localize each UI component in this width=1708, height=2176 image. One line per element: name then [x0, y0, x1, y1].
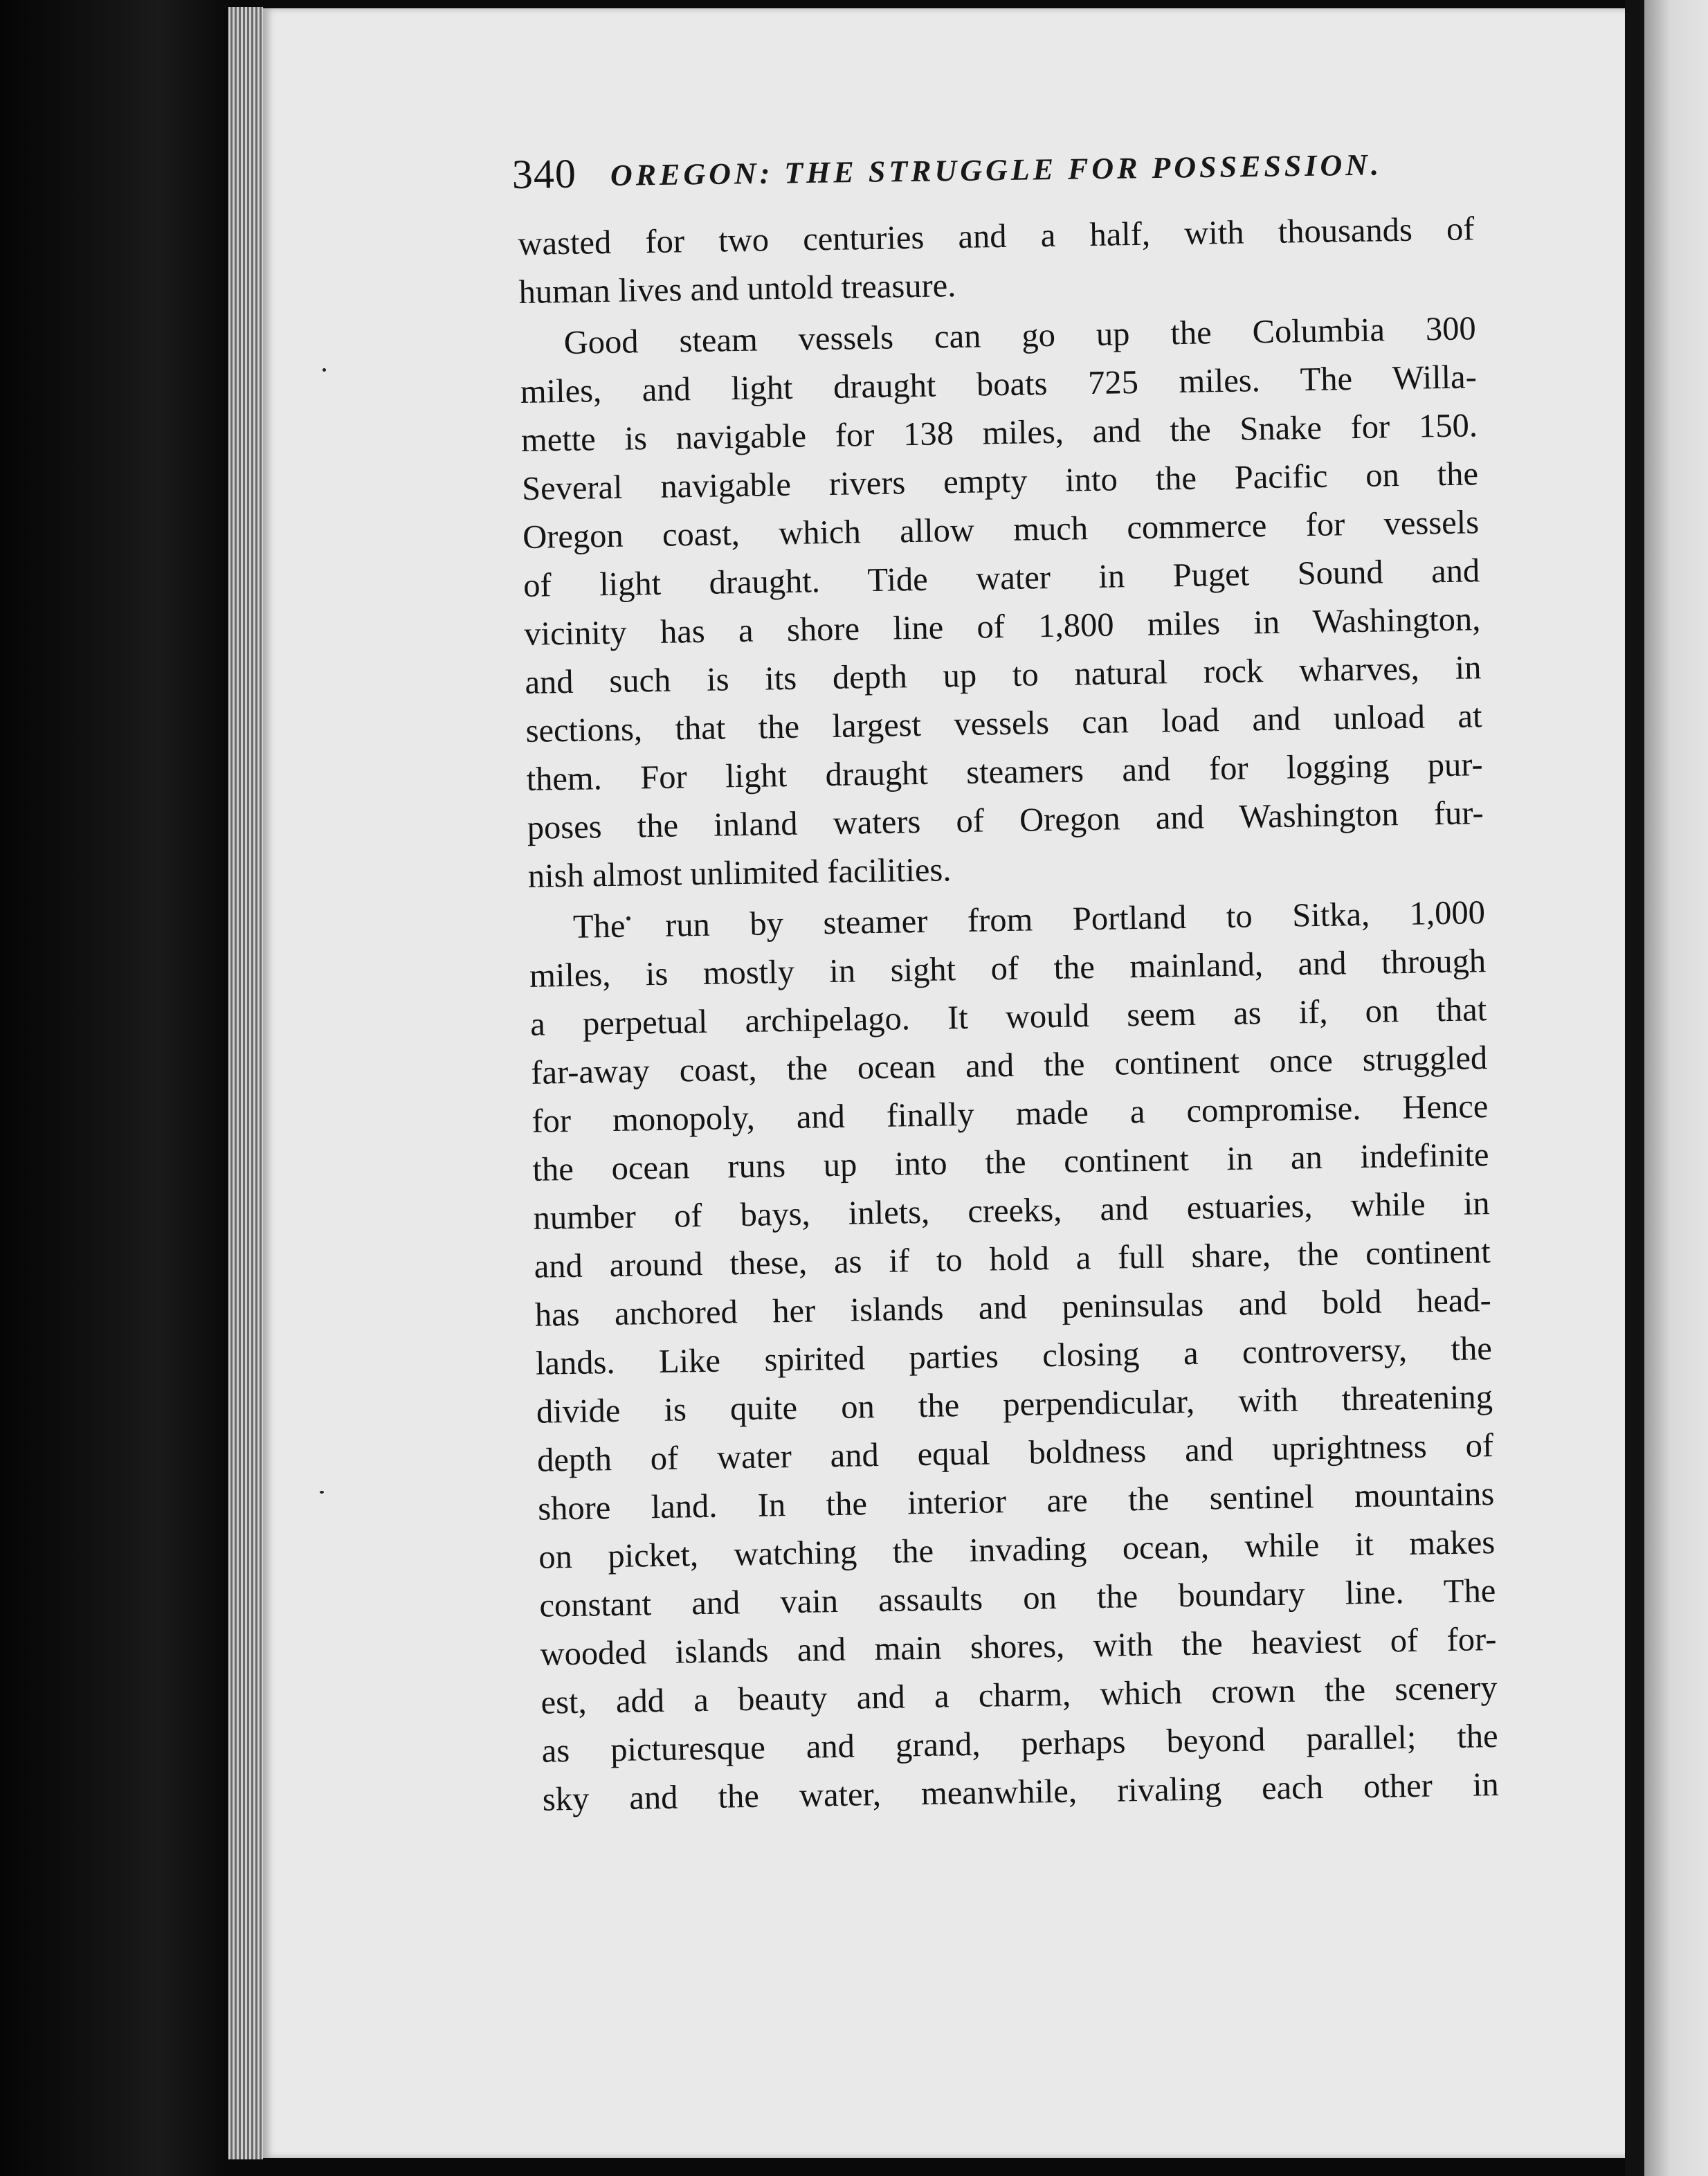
text-line: wasted for two centuries and a half, with thousands of	[518, 210, 1475, 262]
text-line: has anchored her islands and peninsulas and bold head-	[534, 1282, 1492, 1334]
body-text	[518, 205, 1499, 1824]
text-line: on picket, watching the invading ocean, while it makes	[538, 1524, 1496, 1576]
paragraph	[518, 205, 1475, 317]
text-line: the ocean runs up into the continent in an indefinite	[532, 1136, 1489, 1188]
text-line: est, add a beauty and a charm, which crown the scenery	[540, 1669, 1498, 1721]
text-line: miles, and light draught boats 725 miles. The Willa-	[520, 359, 1478, 410]
text-line: shore land. In the interior are the sentinel mountains	[537, 1476, 1495, 1527]
text-line: number of bays, inlets, creeks, and estuaries, while in	[533, 1185, 1490, 1237]
text-line: and such is its depth up to natural rock wharves, in	[525, 649, 1482, 701]
running-header	[511, 134, 1419, 213]
gutter-shadow	[1625, 0, 1644, 2176]
page-number: 340	[511, 150, 577, 197]
text-line: depth of water and equal boldness and uprightness of	[536, 1427, 1494, 1479]
text-line: poses the inland waters of Oregon and Washington fur-	[527, 795, 1484, 846]
text-line: them. For light draught steamers and for logging pur-	[526, 746, 1483, 798]
scan-speck	[320, 1491, 324, 1494]
text-line: mette is navigable for 138 miles, and the Snake for 150.	[520, 407, 1478, 459]
page-edges	[228, 7, 263, 2159]
text-line: as picturesque and grand, perhaps beyond parallel; the	[541, 1718, 1498, 1770]
text-line: a perpetual archipelago. It would seem as if, on that	[529, 991, 1487, 1043]
text-line: vicinity has a shore line of 1,800 miles in Washington,	[523, 601, 1481, 653]
text-line: Oregon coast, which allow much commerce for vessels	[522, 504, 1480, 556]
text-line: constant and vain assaults on the boundary line. The	[539, 1572, 1496, 1624]
scan-background-left	[0, 0, 228, 2176]
text-line: of light draught. Tide water in Puget Sound and	[523, 552, 1480, 604]
text-line: Several navigable rivers empty into the Pacific on the	[521, 455, 1479, 507]
text-line: and around these, as if to hold a full share, the continent	[534, 1233, 1491, 1285]
text-line: nish almost unlimited facilities.	[527, 851, 952, 895]
text-line: far-away coast, the ocean and the continent once struggled	[530, 1040, 1488, 1091]
text-line: Good steam vessels can go up the Columbia 300	[563, 310, 1477, 361]
text-line: miles, is mostly in sight of the mainland, and through	[529, 943, 1487, 995]
text-line: for monopoly, and finally made a compromise. Hence	[532, 1088, 1489, 1140]
scan-speck	[322, 368, 326, 372]
paragraph	[529, 889, 1500, 1824]
text-line: divide is quite on the perpendicular, with threatening	[536, 1379, 1493, 1431]
running-title: OREGON: THE STRUGGLE FOR POSSESSION.	[610, 147, 1383, 193]
text-line: sky and the water, meanwhile, rivaling each other in	[542, 1766, 1500, 1818]
text-line: lands. Like spirited parties closing a controversy, the	[535, 1330, 1493, 1382]
text-line: sections, that the largest vessels can load and unload at	[525, 698, 1482, 750]
text-line: wooded islands and main shores, with the heaviest of for-	[540, 1621, 1497, 1673]
facing-page-edge	[1644, 0, 1708, 2176]
paragraph	[519, 305, 1484, 901]
text-line: The run by steamer from Portland to Sitka, 1,000	[572, 894, 1486, 945]
text-line: human lives and untold treasure.	[518, 267, 956, 311]
